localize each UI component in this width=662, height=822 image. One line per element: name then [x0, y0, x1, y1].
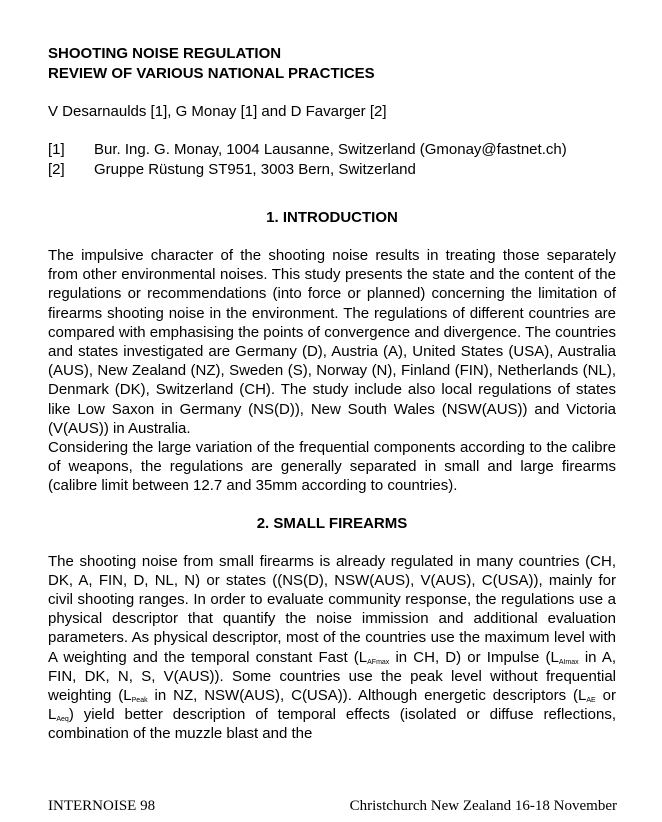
affiliation-text: Gruppe Rüstung ST951, 3003 Bern, Switzerland — [94, 161, 416, 178]
affiliation-text: Bur. Ing. G. Monay, 1004 Lausanne, Switzerland (Gmonay@fastnet.ch) — [94, 141, 567, 158]
affiliation-2 — [48, 160, 616, 180]
text-run: The shooting noise from small firearms is already regulated in many countries (CH, DK, A, FIN, D, NL, N) or states ((NS(D), NSW(AUS), V(AUS), C(USA)), mainly for civil shooting ranges. In order to evaluate community response, the regulations use a physical descriptor that quantify the noise immission and additional evaluation parameters. As physical descriptor, most of the countries use the maximum level with A weighting and the temporal constant Fast (L — [48, 552, 616, 666]
subscript-afmax: AFmax — [367, 658, 390, 666]
footer-location-date: Christchurch New Zealand 16-18 November — [349, 798, 617, 814]
subscript-peak: Peak — [131, 697, 148, 705]
affiliation-1 — [48, 140, 616, 160]
affiliations — [48, 140, 616, 180]
small-firearms-paragraph — [48, 552, 616, 744]
text-run: in NZ, NSW(AUS), C(USA)). Although energetic descriptors (L — [147, 687, 587, 705]
title-line-1: SHOOTING NOISE REGULATION — [48, 45, 282, 62]
author-list: V Desarnaulds [1], G Monay [1] and D Favarger [2] — [48, 103, 387, 120]
section-heading-small-firearms: 2. SMALL FIREARMS — [256, 514, 408, 532]
footer-conference: INTERNOISE 98 — [48, 798, 156, 814]
text-run: or L — [48, 687, 616, 724]
section-heading-introduction: 1. INTRODUCTION — [266, 209, 398, 226]
text-run: in A, FIN, DK, N, S, V(AUS)). Some countries use the peak level without frequential weighting (L — [48, 648, 616, 705]
paper-title — [48, 44, 616, 84]
affiliation-number: [2] — [48, 161, 65, 178]
introduction-paragraph-1: The impulsive character of the shooting noise results in treating those separately from other environmental noises. This study presents the state and the content of the regulations or recommendations (into force or planned) concerning the limitation of firearms shooting noise in the environment. The regulations of different countries are compared with emphasising the points of convergence and divergence. The countries and states investigated are Germany (D), Austria (A), United States (USA), Australia (AUS), New Zealand (NZ), Sweden (S), Norway (N), Finland (FIN), Netherlands (NL), Denmark (DK), Switzerland (CH). The study include also local regulations of states like Low Saxon in Germany (NS(D)), New South Wales (NSW(AUS)) and Victoria (V(AUS)) in Australia. — [48, 247, 616, 437]
text-run: in CH, D) or Impulse (L — [389, 648, 559, 666]
affiliation-number: [1] — [48, 141, 65, 158]
paper-page — [48, 44, 616, 744]
title-line-2: REVIEW OF VARIOUS NATIONAL PRACTICES — [48, 65, 375, 82]
subscript-aimax: AImax — [558, 658, 579, 666]
text-run: ) yield better description of temporal effects (isolated or diffuse reflections, combination of the muzzle blast and the — [48, 706, 616, 743]
subscript-ae: AE — [586, 697, 596, 705]
subscript-aeq: Aeq — [56, 716, 69, 724]
introduction-paragraph-2: Considering the large variation of the frequential components according to the calibre of weapons, the regulations are generally separated in small and large firearms (calibre limit between 12.7 and 35mm according to countries). — [48, 439, 616, 495]
